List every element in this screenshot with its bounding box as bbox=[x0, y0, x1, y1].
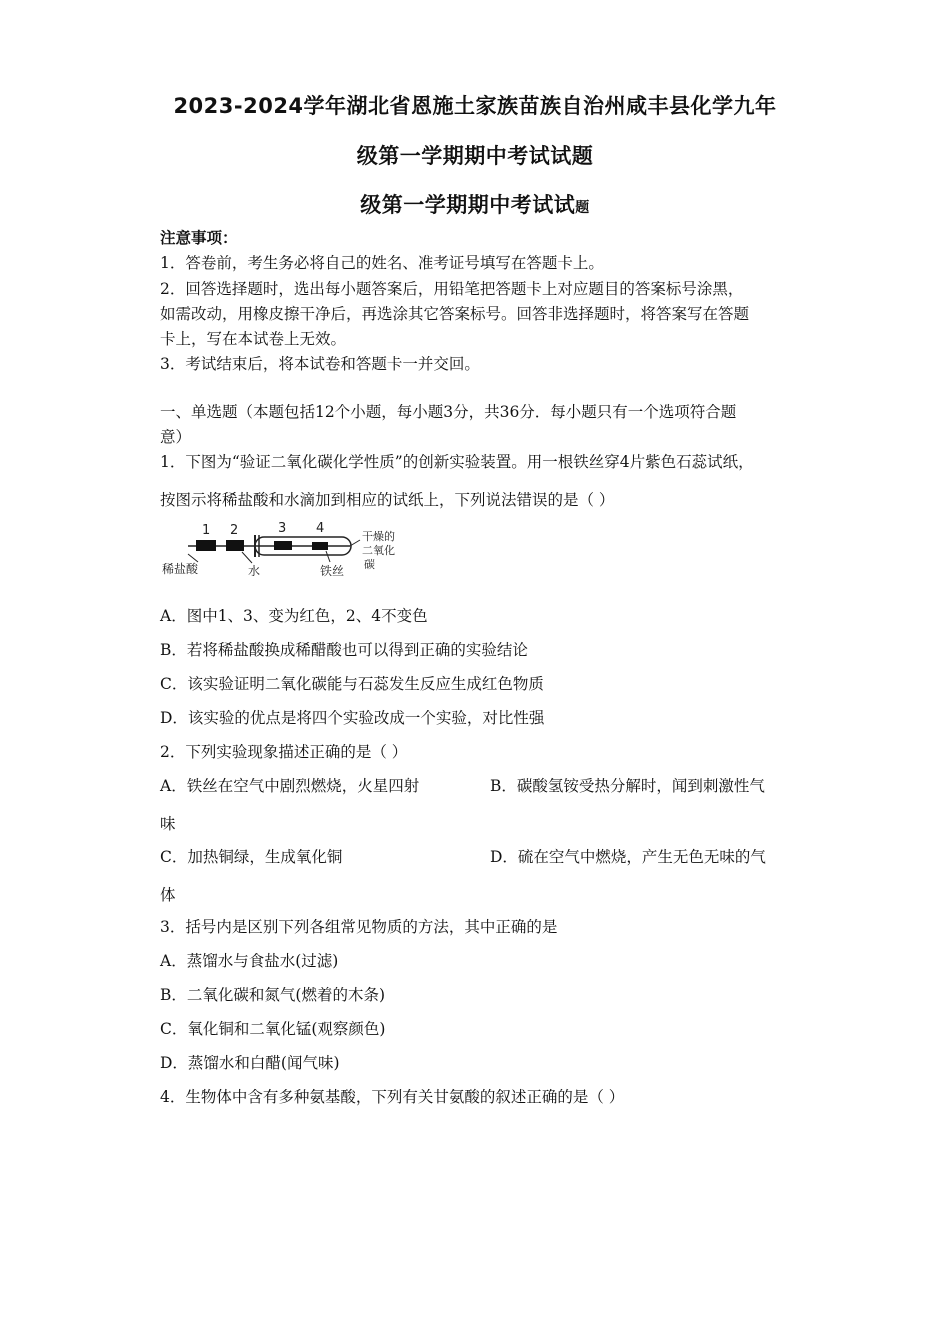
paper-2 bbox=[226, 540, 244, 551]
title-line-1: 2023-2024学年湖北省恩施土家族苗族自治州咸丰县化学九年 bbox=[173, 94, 777, 118]
q2-option-d: D．硫在空气中燃烧，产生无色无味的气 bbox=[490, 848, 766, 866]
pointer-wire bbox=[326, 551, 330, 562]
notice-item: 如需改动，用橡皮擦干净后，再选涂其它答案标号。回答非选择题时，将答案写在答题 bbox=[160, 305, 750, 323]
figure-label-water: 水 bbox=[248, 564, 261, 578]
title-line-3-main: 级第一学期期中考试试 bbox=[360, 193, 576, 217]
section-heading-line-1: 一、单选题（本题包括12个小题，每小题3分，共36分．每小题只有一个选项符合题 bbox=[160, 403, 737, 421]
title-line-3-small: 题 bbox=[575, 200, 590, 216]
section-heading-line-2: 意） bbox=[160, 428, 192, 446]
q4-stem: 4．生物体中含有多种氨基酸，下列有关甘氨酸的叙述正确的是（ ） bbox=[160, 1088, 625, 1106]
figure-number-4: 4 bbox=[316, 521, 325, 536]
q2-option-b-cont: 味 bbox=[160, 815, 176, 833]
figure-number-1: 1 bbox=[202, 523, 211, 538]
q2-options-row-2 bbox=[160, 847, 800, 867]
q1-stem-line-2: 按图示将稀盐酸和水滴加到相应的试纸上，下列说法错误的是（ ） bbox=[160, 491, 615, 509]
figure-label-co2-1: 干燥的 bbox=[362, 530, 395, 543]
notice-heading: 注意事项： bbox=[160, 228, 238, 247]
q2-option-d-cont: 体 bbox=[160, 886, 176, 904]
title-line-2: 级第一学期期中考试试题 bbox=[356, 144, 594, 168]
q2-option-b: B．碳酸氢铵受热分解时，闻到刺激性气 bbox=[490, 777, 765, 795]
q2-option-c: C．加热铜绿，生成氧化铜 bbox=[160, 848, 343, 866]
figure-label-acid: 稀盐酸 bbox=[162, 562, 199, 576]
q1-option-c: C．该实验证明二氧化碳能与石蕊发生反应生成红色物质 bbox=[160, 675, 544, 693]
pointer-co2 bbox=[350, 540, 360, 546]
notice-item: 3．考试结束后，将本试卷和答题卡一并交回。 bbox=[160, 355, 480, 373]
q3-option-a: A．蒸馏水与食盐水(过滤) bbox=[160, 952, 339, 970]
figure-label-wire: 铁丝 bbox=[320, 564, 345, 578]
q1-stem-line-1: 1．下图为“验证二氧化碳化学性质”的创新实验装置。用一根铁丝穿4片紫色石蕊试纸， bbox=[160, 453, 754, 471]
title-line-3 bbox=[0, 189, 950, 219]
pointer-acid bbox=[188, 554, 198, 562]
q3-stem: 3．括号内是区别下列各组常见物质的方法，其中正确的是 bbox=[160, 918, 558, 936]
q2-stem: 2．下列实验现象描述正确的是（ ） bbox=[160, 743, 408, 761]
paper-3 bbox=[274, 541, 292, 550]
notice-item: 卡上，写在本试卷上无效。 bbox=[160, 330, 347, 348]
figure-number-2: 2 bbox=[230, 523, 239, 538]
notice-item: 2．回答选择题时，选出每小题答案后，用铅笔把答题卡上对应题目的答案标号涂黑， bbox=[160, 280, 744, 298]
figure-number-3: 3 bbox=[278, 521, 287, 536]
pointer-water bbox=[242, 552, 252, 563]
notice-item: 1．答卷前，考生务必将自己的姓名、准考证号填写在答题卡上。 bbox=[160, 254, 604, 272]
co2-experiment-figure bbox=[160, 518, 410, 580]
q1-option-a: A．图中1、3、变为红色，2、4不变色 bbox=[160, 607, 428, 625]
paper-1 bbox=[196, 540, 216, 551]
figure-label-co2-3: 碳 bbox=[364, 558, 375, 571]
q3-option-d: D．蒸馏水和白醋(闻气味) bbox=[160, 1054, 340, 1072]
q3-option-c: C．氧化铜和二氧化锰(观察颜色) bbox=[160, 1020, 386, 1038]
paper-4 bbox=[312, 542, 328, 550]
q3-option-b: B．二氧化碳和氮气(燃着的木条) bbox=[160, 986, 385, 1004]
q1-option-b: B．若将稀盐酸换成稀醋酸也可以得到正确的实验结论 bbox=[160, 641, 528, 659]
q1-option-d: D．该实验的优点是将四个实验改成一个实验，对比性强 bbox=[160, 709, 545, 727]
q2-options-row-1 bbox=[160, 776, 800, 796]
figure-label-co2-2: 二氧化 bbox=[362, 544, 395, 557]
q2-option-a: A．铁丝在空气中剧烈燃烧，火星四射 bbox=[160, 777, 420, 795]
